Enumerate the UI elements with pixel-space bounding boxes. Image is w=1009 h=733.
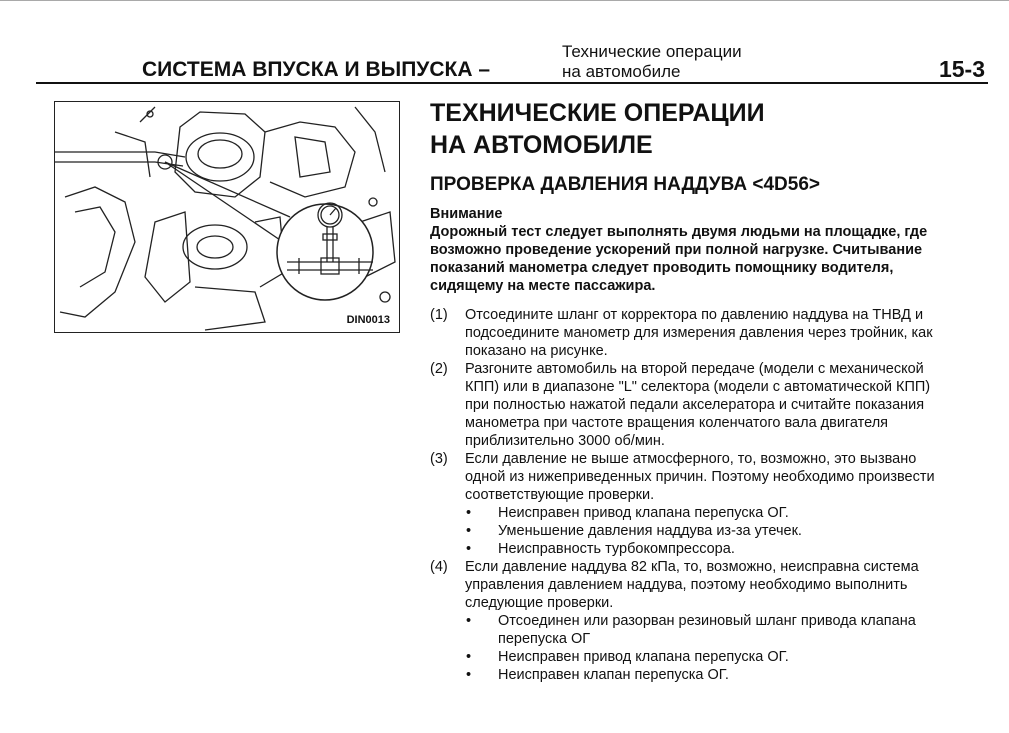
bullet-icon: • (466, 649, 472, 665)
bullet-icon: • (466, 613, 472, 629)
step-text: Если давление не выше атмосферного, то, возможно, это вызвано (465, 451, 917, 467)
page-heading-line: ТЕХНИЧЕСКИЕ ОПЕРАЦИИ (430, 99, 765, 127)
step-text: подсоедините манометр для измерения давления через тройник, как (465, 325, 933, 341)
caution-line: возможно проведение ускорений при полной нагрузке. Считывание (430, 242, 923, 258)
bullet-item (430, 504, 990, 522)
section-subtitle-line: Технические операции (562, 42, 742, 61)
page-number: 15-3 (938, 56, 985, 82)
procedure-step (430, 306, 990, 360)
bullet-item (430, 648, 990, 666)
page-heading (430, 97, 765, 161)
bullet-item (430, 540, 990, 558)
caution-line: сидящему на месте пассажира. (430, 278, 656, 294)
caution-line: Дорожный тест следует выполнять двумя людьми на площадке, где (430, 224, 928, 240)
section-subtitle (562, 42, 742, 82)
top-border (0, 0, 1009, 1)
procedure-step (430, 450, 990, 504)
bullet-text: Неисправен привод клапана перепуска ОГ. (498, 649, 789, 665)
bullet-text: Отсоединен или разорван резиновый шланг привода клапана (498, 613, 916, 629)
engine-illustration (54, 101, 400, 333)
bullet-item (430, 666, 990, 684)
step-text: Отсоедините шланг от корректора по давлению наддува на ТНВД и (465, 307, 924, 323)
bullet-icon: • (466, 523, 472, 539)
procedure-step (430, 558, 990, 612)
caution-line: показаний манометра следует проводить помощнику водителя, (430, 260, 894, 276)
section-subtitle-line: на автомобиле (562, 62, 681, 81)
bullet-text: Неисправен привод клапана перепуска ОГ. (498, 505, 789, 521)
step-number: (4) (430, 559, 448, 575)
section-title: СИСТЕМА ВПУСКА И ВЫПУСКА – (142, 58, 491, 81)
procedure-steps (430, 306, 990, 684)
bullet-text: Уменьшение давления наддува из-за утечек. (498, 523, 802, 539)
step-text: приблизительно 3000 об/мин. (465, 433, 665, 449)
bullet-text: перепуска ОГ (498, 631, 591, 647)
bullet-icon: • (466, 667, 472, 683)
step-text: при полностью нажатой педали акселератора и считайте показания (465, 397, 925, 413)
header-rule (36, 82, 988, 84)
bullet-item (430, 522, 990, 540)
figure-label: DIN0013 (346, 314, 390, 326)
bullet-text: Неисправен клапан перепуска ОГ. (498, 667, 729, 683)
caution-block (430, 205, 985, 295)
step-number: (2) (430, 361, 448, 377)
step-text: соответствующие проверки. (465, 487, 655, 503)
step-number: (1) (430, 307, 448, 323)
engine-drawing (55, 102, 400, 333)
step-text: КПП) или в диапазоне "L" селектора (модели с автоматической КПП) (465, 379, 931, 395)
bullet-item (430, 612, 990, 648)
procedure-step (430, 360, 990, 450)
step-text: Разгоните автомобиль на второй передаче (модели с механической (465, 361, 924, 377)
step-number: (3) (430, 451, 448, 467)
bullet-icon: • (466, 505, 472, 521)
caution-title: Внимание (430, 206, 503, 222)
bullet-text: Неисправность турбокомпрессора. (498, 541, 735, 557)
step-text: показано на рисунке. (465, 343, 608, 359)
page-heading-line: НА АВТОМОБИЛЕ (430, 131, 653, 159)
section-heading: ПРОВЕРКА ДАВЛЕНИЯ НАДДУВА <4D56> (430, 174, 821, 195)
bullet-icon: • (466, 541, 472, 557)
step-text: управления давлением наддува, поэтому необходимо выполнить (465, 577, 908, 593)
step-text: одной из нижеприведенных причин. Поэтому необходимо произвести (465, 469, 935, 485)
step-text: следующие проверки. (465, 595, 614, 611)
step-text: Если давление наддува 82 кПа, то, возможно, неисправна система (465, 559, 919, 575)
step-text: манометра при частоте вращения коленчатого вала двигателя (465, 415, 889, 431)
